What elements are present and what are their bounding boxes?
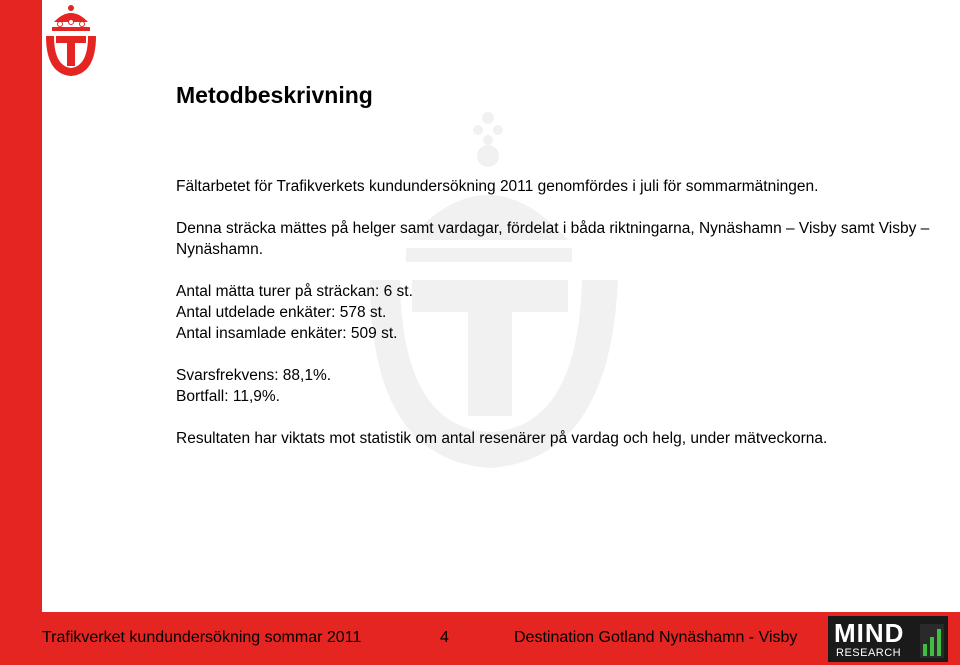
footer-destination: Destination Gotland Nynäshamn - Visby — [514, 629, 798, 646]
footer-survey-title: Trafikverket kundundersökning sommar 2011 — [42, 629, 362, 646]
page-title: Metodbeskrivning — [176, 82, 373, 108]
slide-body — [176, 176, 956, 449]
stat-response-rate: Svarsfrekvens: 88,1%. — [176, 367, 332, 384]
page-number: 4 — [440, 629, 449, 646]
paragraph-weighting: Resultaten har viktats mot statistik om antal resenärer på vardag och helg, under mätveckorna. — [176, 430, 828, 447]
trafikverket-crown-logo-icon — [42, 0, 100, 80]
stat-trips: Antal mätta turer på sträckan: 6 st. — [176, 283, 413, 300]
footer-bar — [0, 612, 960, 665]
paragraph-measurement: Denna sträcka mättes på helger samt vardagar, fördelat i båda riktningarna, Nynäshamn – Visby samt Visby – Nynäshamn. — [176, 220, 930, 258]
left-accent-bar — [0, 0, 42, 612]
stat-distributed: Antal utdelade enkäter: 578 st. — [176, 304, 387, 321]
mind-research-logo-icon — [828, 616, 948, 662]
stat-dropout: Bortfall: 11,9%. — [176, 388, 280, 405]
paragraph-fieldwork: Fältarbetet för Trafikverkets kundundersökning 2011 genomfördes i juli för sommarmätningen. — [176, 178, 819, 195]
bar-chart-icon — [920, 624, 944, 658]
logo-subtitle: RESEARCH — [836, 647, 902, 659]
stat-collected: Antal insamlade enkäter: 509 st. — [176, 325, 398, 342]
logo-word: MIND — [834, 618, 905, 648]
